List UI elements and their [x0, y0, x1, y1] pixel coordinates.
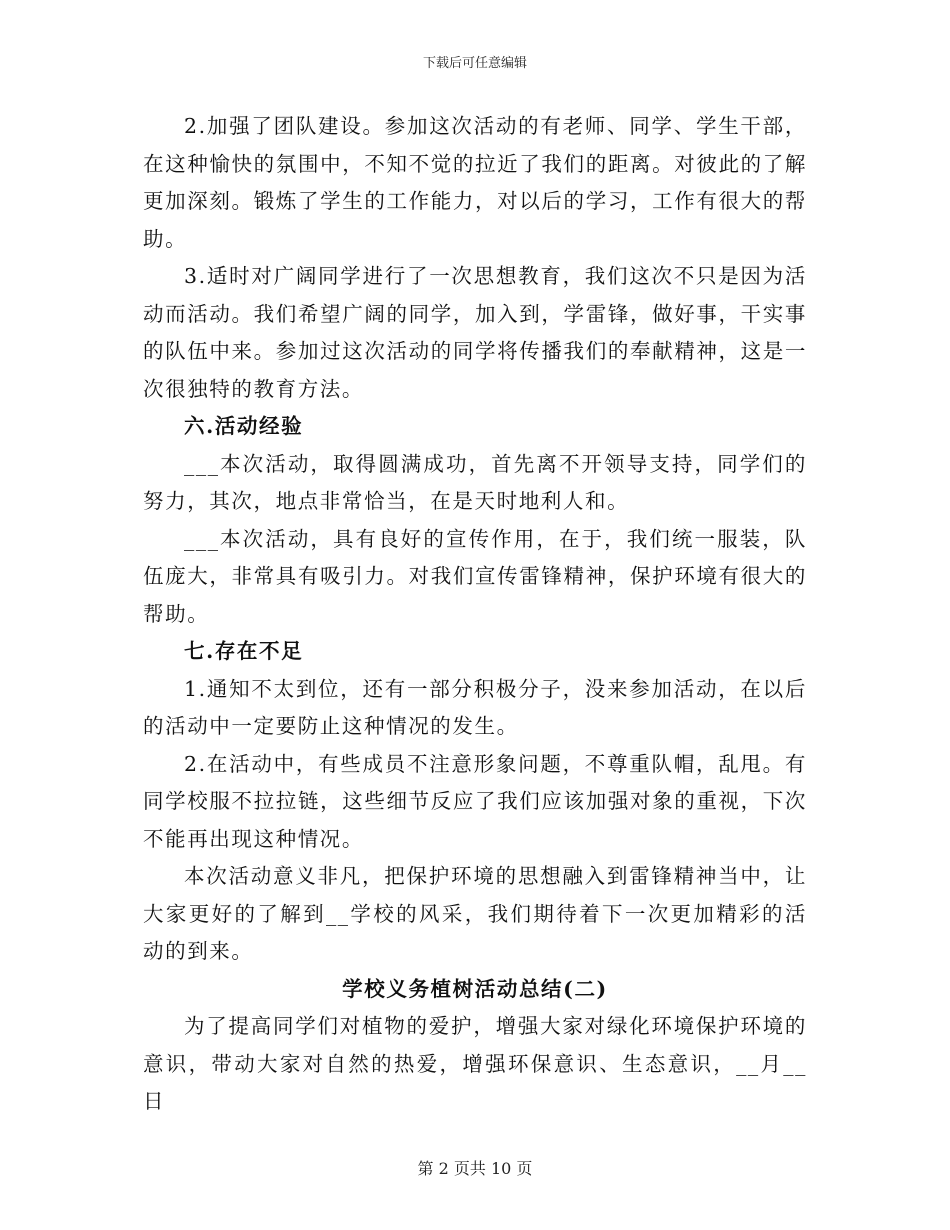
- paragraph-shortcoming-image: 2.在活动中，有些成员不注意形象问题，不尊重队帽，乱甩。有同学校服不拉拉链，这些细节反应了我们应该加强对象的重视，下次不能再出现这种情况。: [143, 751, 807, 851]
- paragraph-conclusion: 本次活动意义非凡，把保护环境的思想融入到雷锋精神当中，让大家更好的了解到__学校的风采，我们期待着下一次更加精彩的活动的到来。: [143, 864, 807, 963]
- section-heading-shortcomings: 七.存在不足: [184, 639, 304, 663]
- paragraph-ideological-education: 3.适时对广阔同学进行了一次思想教育，我们这次不只是因为活动而活动。我们希望广阔的同学，加入到，学雷锋，做好事，干实事的队伍中来。参加过这次活动的同学将传播我们的奉献精神，这是一次很独特的教育方法。: [143, 264, 807, 401]
- paragraph-team-building: 2.加强了团队建设。参加这次活动的有老师、同学、学生干部，在这种愉快的氛围中，不知不觉的拉近了我们的距离。对彼此的了解更加深刻。锻炼了学生的工作能力，对以后的学习，工作有很大的帮助。: [143, 114, 807, 251]
- paragraph-shortcoming-notice: 1.通知不太到位，还有一部分积极分子，没来参加活动，在以后的活动中一定要防止这种情况的发生。: [143, 676, 807, 738]
- paragraph-experience-success: ___本次活动，取得圆满成功，首先离不开领导支持，同学们的努力，其次，地点非常恰当，在是天时地利人和。: [143, 451, 807, 513]
- header-note: 下载后可任意编辑: [422, 56, 527, 71]
- document-body: [143, 108, 807, 1121]
- paragraph-tree-planting-intro: 为了提高同学们对植物的爱护，增强大家对绿化环境保护环境的意识，带动大家对自然的热爱，增强环保意识、生态意识，__月__日: [143, 1014, 807, 1113]
- section-heading-experience: 六.活动经验: [184, 414, 304, 438]
- paragraph-experience-publicity: ___本次活动，具有良好的宣传作用，在于，我们统一服装，队伍庞大，非常具有吸引力。对我们宣传雷锋精神，保护环境有很大的帮助。: [143, 526, 807, 626]
- page-number-footer: 第 2 页共 10 页: [417, 1159, 533, 1178]
- document-title-part-two: 学校义务植树活动总结(二): [342, 976, 608, 1001]
